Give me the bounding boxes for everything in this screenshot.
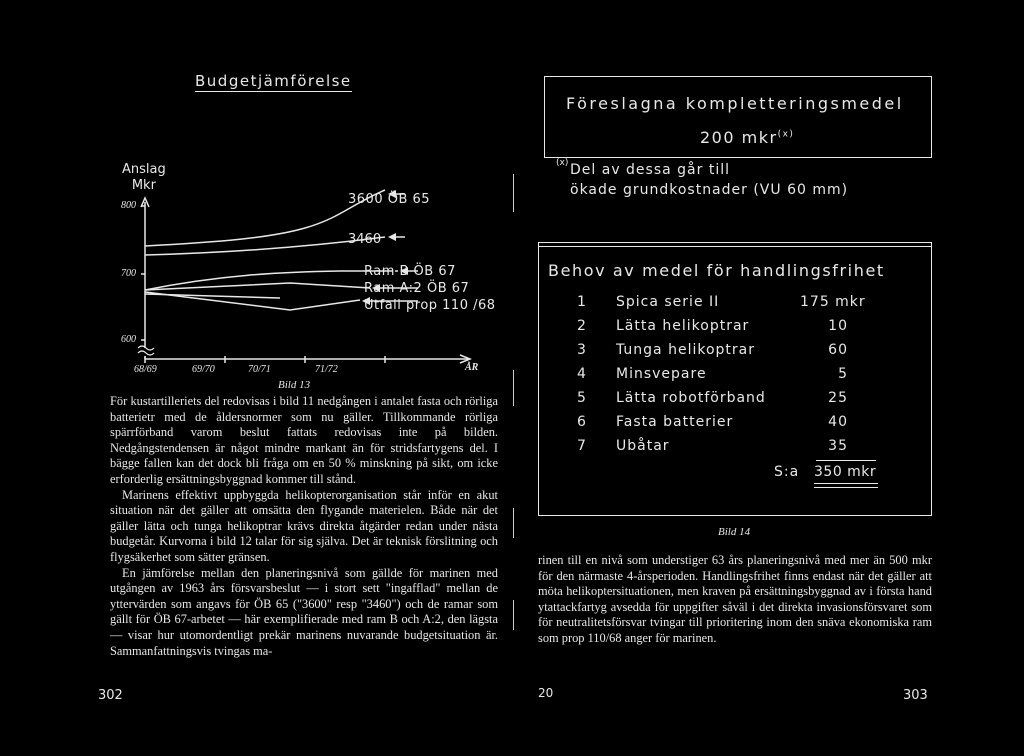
x-tick-label-4: 71/72 bbox=[315, 364, 338, 375]
row-label: Lätta helikoptrar bbox=[616, 318, 750, 334]
y-tick-label-600: 600 bbox=[121, 334, 136, 345]
gutter-line-top bbox=[513, 174, 514, 212]
row-label: Tunga helikoptrar bbox=[616, 342, 755, 358]
y-axis-label-line2: Mkr bbox=[131, 178, 156, 193]
box1-amount-sup: (x) bbox=[777, 129, 795, 140]
box1-amount-value: 200 mkr bbox=[700, 128, 778, 147]
axis-break-1 bbox=[138, 346, 154, 350]
sum-label: S:a bbox=[774, 464, 800, 480]
page-number-right: 303 bbox=[903, 688, 928, 703]
row-number: 6 bbox=[577, 414, 587, 430]
x-tick-label-3: 70/71 bbox=[248, 364, 271, 375]
x-axis-label: ÅR bbox=[465, 362, 479, 373]
left-body-text bbox=[110, 394, 498, 659]
row-value: 175 mkr bbox=[800, 294, 866, 310]
row-value: 35 bbox=[828, 438, 848, 454]
sum-double-rule-1 bbox=[814, 483, 878, 484]
row-value: 60 bbox=[828, 342, 848, 358]
row-label: Spica serie II bbox=[616, 294, 720, 310]
label-utfall: Utfall prop 110 /68 bbox=[364, 298, 496, 313]
label-ram-b: Ram B ÖB 67 bbox=[364, 264, 456, 279]
chart-title: Budgetjämförelse bbox=[195, 72, 352, 90]
gutter-line-mid bbox=[513, 370, 514, 406]
box1-right-border bbox=[931, 76, 932, 158]
sum-double-rule-2 bbox=[814, 487, 878, 488]
gutter-line-bottom bbox=[513, 600, 514, 630]
box2-divider bbox=[538, 246, 932, 247]
box2-title: Behov av medel för handlingsfrihet bbox=[548, 261, 885, 280]
axis-break-2 bbox=[138, 351, 154, 355]
box1-note-marker: (x) bbox=[556, 158, 569, 168]
label-ram-a2: Ram A:2 ÖB 67 bbox=[364, 281, 470, 296]
row-label: Ubåtar bbox=[616, 438, 670, 454]
gutter-line-low bbox=[513, 508, 514, 538]
paragraph-2: Marinens effektivt uppbyggda helikopterorganisation står inför en akut situation när det gäller att omsätta den flygande materielen. Både när det gäller lätta och tunga helikoptrar krävs direkta åtgärder redan under nästa budgetår. Kurvorna i bild 12 talar för sig själva. Det är teknisk förslitning och flygsäkerhet som sätter gränsen. bbox=[110, 487, 498, 564]
caption-bild-14: Bild 14 bbox=[718, 526, 751, 538]
y-tick-label-700: 700 bbox=[121, 268, 136, 279]
row-value: 40 bbox=[828, 414, 848, 430]
row-label: Lätta robotförband bbox=[616, 390, 766, 406]
row-number: 7 bbox=[577, 438, 587, 454]
paragraph-1: För kustartilleriets del redovisas i bild 11 nedgången i antalet fasta och rörliga batterietr med de åldersnormer som nu gäller. Tillkommande rörliga spärrförband varom beslut fattats redovisas inte på bilden. Nedgångstendensen är något mindre markant än för stridsfartygens del. I bägge fallen kan det dock bli fråga om en 50 % minskning på sikt, om icke erforderlig ersättningsbyggnad kommer till stånd. bbox=[110, 394, 498, 486]
y-axis-label-line1: Anslag bbox=[122, 162, 166, 177]
row-number: 2 bbox=[577, 318, 587, 334]
row-number: 3 bbox=[577, 342, 587, 358]
box1-amount bbox=[700, 128, 794, 147]
box1-note-line2: ökade grundkostnader (VU 60 mm) bbox=[570, 182, 849, 198]
row-number: 1 bbox=[577, 294, 587, 310]
box1-title: Föreslagna kompletteringsmedel bbox=[566, 94, 904, 113]
right-paragraph: rinen till en nivå som understiger 63 års planeringsnivå med mer än 500 mkr för den närmaste 4-årsperioden. Handlingsfrihet finns endast när det gäller att möta helikoptersituationen, men kraven på ersättningsbyggnad av i första hand ytattackfartyg avsedda för uppgifter såväl i det direkta invasionsförsvaret som för neutralitetsförsvar tvingar till prioritering inom den snäva ekonomiska ram som prop 110/68 anger för marinen. bbox=[538, 553, 932, 645]
box1-note-line1: Del av dessa går till bbox=[570, 162, 730, 178]
y-tick-label-800: 800 bbox=[121, 200, 136, 211]
footer-left-mark: 20 bbox=[538, 686, 554, 700]
caption-bild-13: Bild 13 bbox=[278, 379, 311, 391]
right-body-text bbox=[538, 553, 932, 647]
row-value: 10 bbox=[828, 318, 848, 334]
x-tick-label-2: 69/70 bbox=[192, 364, 215, 375]
sum-rule bbox=[816, 460, 876, 461]
row-value: 25 bbox=[828, 390, 848, 406]
label-3460: 3460 bbox=[348, 232, 382, 247]
row-label: Minsvepare bbox=[616, 366, 707, 382]
box1-top-border bbox=[544, 76, 932, 77]
sum-value: 350 mkr bbox=[814, 464, 877, 480]
paragraph-3: En jämförelse mellan den planeringsnivå som gällde för marinen med utgången av 1963 års försvarsbeslut — i stort sett "ingafflad" mellan de yttervärden som angavs för ÖB 65 ("3600" resp "3460") och de ramar som gällt för ÖB 67-arbetet — här exemplifierade med ram B och A:2, den lägsta — visar hur utomordentligt prekär marinens nuvarande budgetsituation är. Sammanfattningsvis tvingas ma- bbox=[110, 565, 498, 658]
row-value: 5 bbox=[838, 366, 848, 382]
x-tick-label-1: 68/69 bbox=[134, 364, 157, 375]
row-label: Fasta batterier bbox=[616, 414, 734, 430]
label-3600: 3600 ÖB 65 bbox=[348, 192, 431, 207]
row-number: 5 bbox=[577, 390, 587, 406]
row-number: 4 bbox=[577, 366, 587, 382]
line-inner bbox=[145, 294, 280, 298]
page-number-left: 302 bbox=[98, 688, 123, 703]
